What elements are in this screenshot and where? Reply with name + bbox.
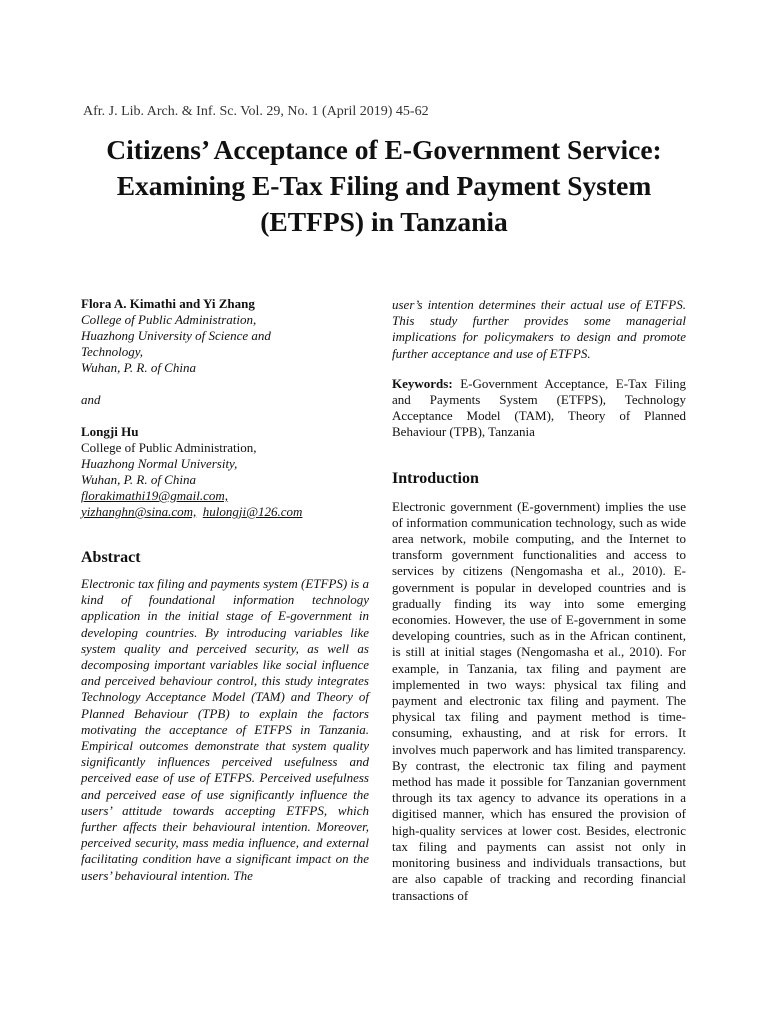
affiliation-line: Wuhan, P. R. of China	[81, 472, 196, 487]
abstract-continuation: user’s intention determines their actual use of ETFPS. This study further provides some managerial implications for policymakers to design and promote further acceptance and use of ETFPS.	[392, 297, 686, 361]
paper-title	[60, 132, 708, 240]
affiliation-line: College of Public Administration,	[81, 312, 257, 327]
email-link[interactable]: hulongji@126.com	[202, 504, 303, 519]
journal-reference: Afr. J. Lib. Arch. & Inf. Sc. Vol. 29, No. 1 (April 2019) 45-62	[83, 104, 429, 119]
introduction-heading: Introduction	[392, 469, 479, 487]
left-column	[81, 296, 369, 884]
keywords-label: Keywords:	[392, 375, 453, 391]
author-names: Flora A. Kimathi and Yi Zhang	[81, 296, 255, 311]
email-row	[81, 504, 369, 520]
affiliation-line: Huazhong Normal University,	[81, 456, 238, 471]
keywords-text: E-Government Acceptance, E-Tax Filing and Payments System (ETFPS), Technology Acceptance Model (TAM), Theory of Planned Behaviour (TPB), Tanzania	[392, 375, 686, 440]
affiliation-line: Huazhong University of Science and	[81, 328, 271, 343]
title-line: Citizens’ Acceptance of E-Government Service:	[106, 134, 662, 165]
author-name-second: Longji Hu	[81, 424, 139, 439]
affiliation-line: College of Public Administration,	[81, 440, 257, 455]
right-column	[392, 296, 686, 904]
and-separator: and	[81, 392, 101, 407]
affiliation-line: Wuhan, P. R. of China	[81, 360, 196, 375]
title-line: Examining E-Tax Filing and Payment System	[116, 170, 652, 201]
keywords	[392, 376, 686, 441]
email-link[interactable]: florakimathi19@gmail.com,	[81, 488, 229, 503]
abstract-text: Electronic tax filing and payments system (ETFPS) is a kind of foundational information technology application in the initial stage of E-government in developing countries. By introducing variables like system quality and perceived security, as well as decomposing important variables like social influence and perceived behaviour control, this study integrates Technology Acceptance Model (TAM) and Theory of Planned Behaviour (TPB) to explain the factors motivating the acceptance of ETFPS in Tanzania. Empirical outcomes demonstrate that system quality significantly influences perceived usefulness and perceived ease of use of ETFPS. Perceived usefulness and perceived ease of use significantly influence the users’ attitude towards accepting ETFPS, which further affects their behavioural intention. Moreover, perceived security, mass media influence, and external facilitating condition have a significant impact on the users’ behavioural intention. The	[81, 576, 369, 883]
introduction-text: Electronic government (E-government) implies the use of information communication technology, such as wide area network, mobile computing, and the Internet to transform government functionalities and access to services by citizens (Nengomasha et al., 2010). E-government is popular in developed countries and is gradually finding its way into some emerging economies. However, the use of E-government in some developing countries, such as in the African continent, is still at initial stages (Nengomasha et al., 2010). For example, in Tanzania, tax filing and payment are implemented in two ways: physical tax filing and payment and electronic tax filing and payment. The physical tax filing and payment method is time-consuming, exhausting, and at risk for errors. It involves much paperwork and has limited transparency. By contrast, the electronic tax filing and payment method has made it possible for Tanzanian government through its tax agency to advance its operations in a digitised manner, which has ensured the provision of high-quality services at lower cost. Besides, electronic tax filing and payments can assist not only in monitoring business and individuals transactions, but are also capable of tracking and recording financial transactions of	[392, 498, 686, 903]
email-link[interactable]: yizhanghn@sina.com,	[81, 504, 197, 519]
title-line: (ETFPS) in Tanzania	[260, 206, 508, 237]
affiliation-line: Technology,	[81, 344, 143, 359]
abstract-heading: Abstract	[81, 549, 141, 566]
